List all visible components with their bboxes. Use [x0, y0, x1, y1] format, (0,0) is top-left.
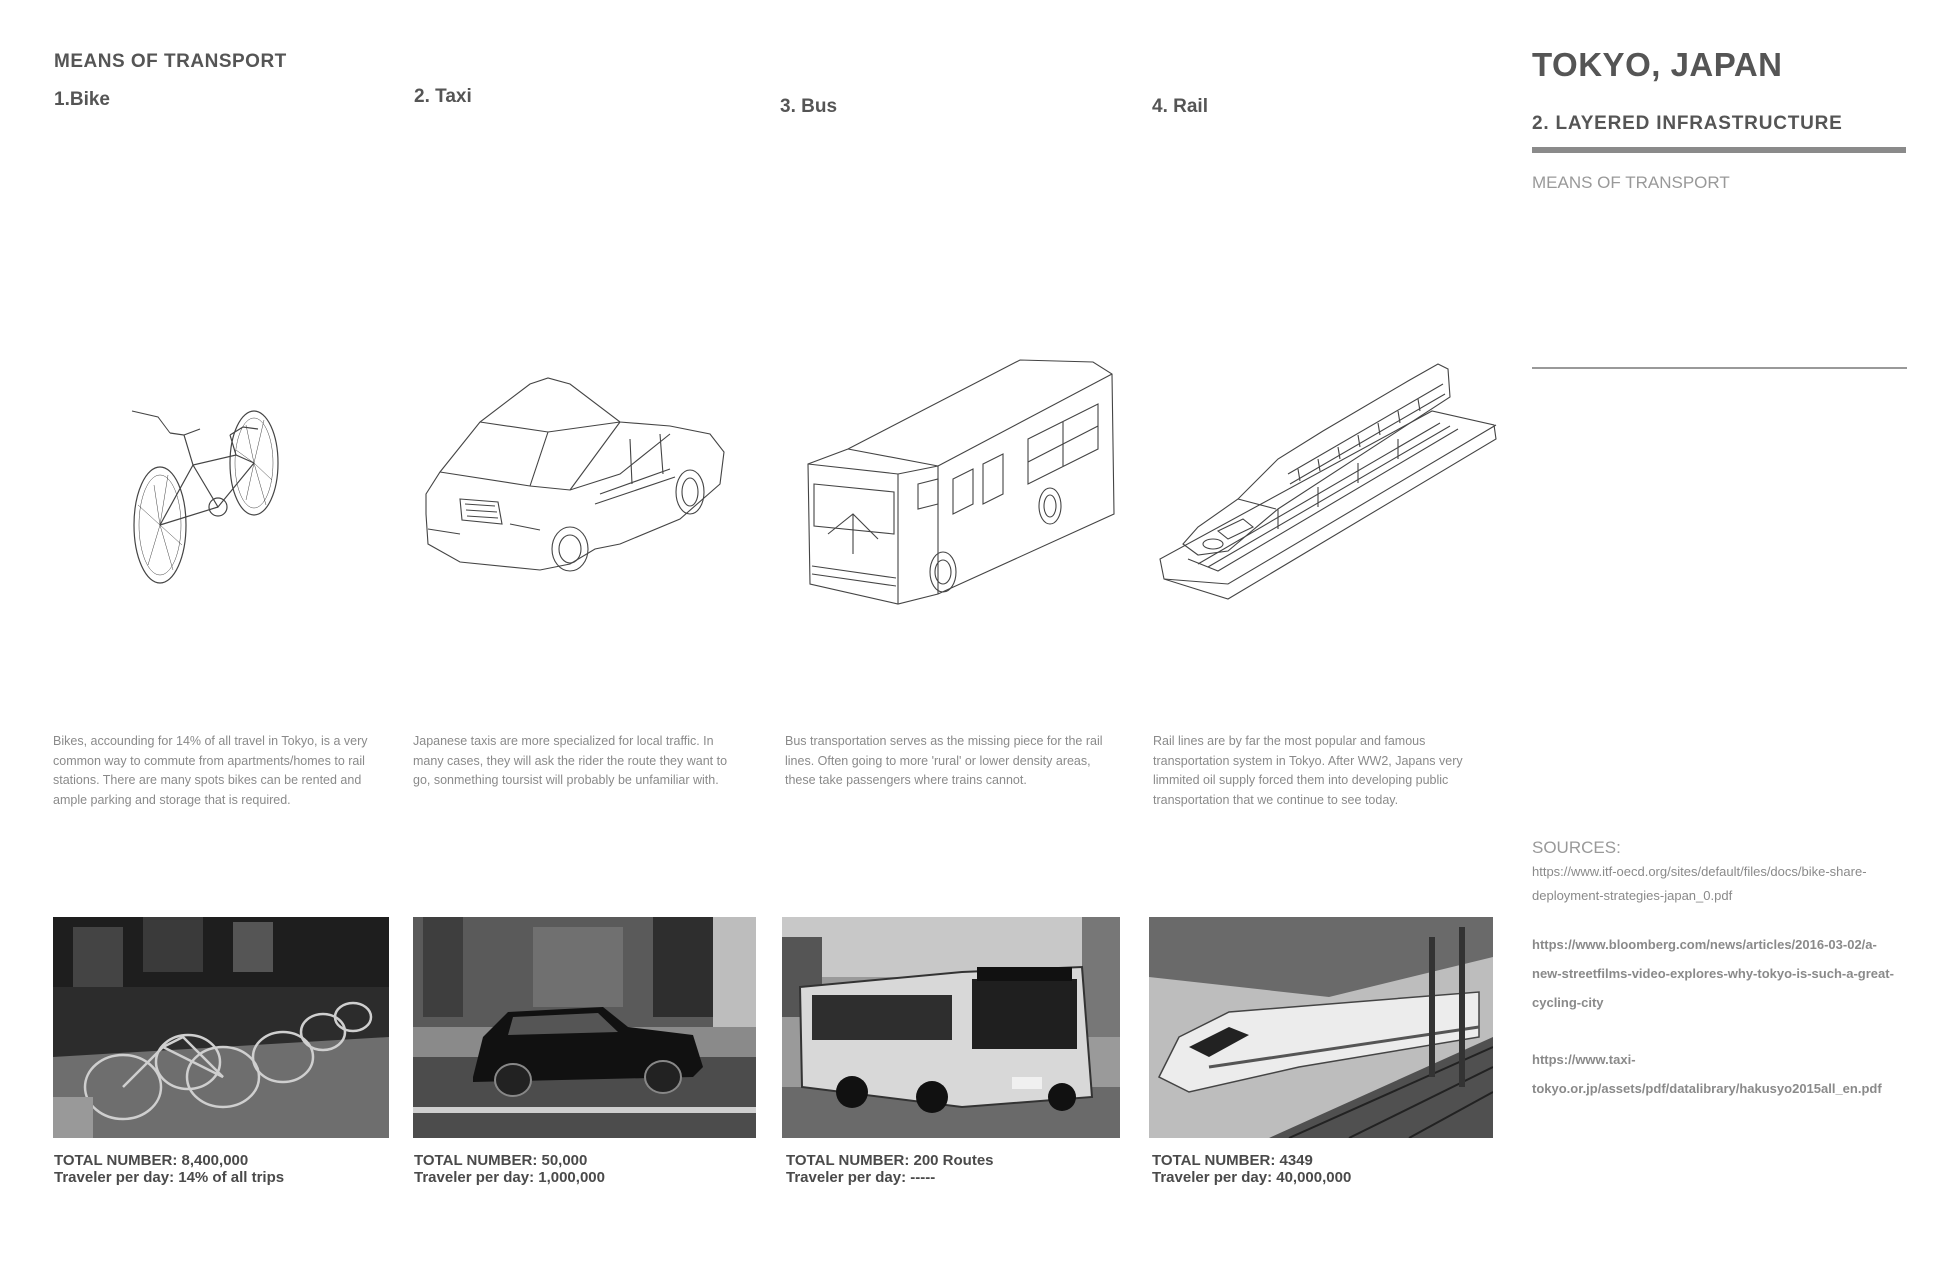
bus-photo — [782, 917, 1120, 1138]
total-number-bus: TOTAL NUMBER: 200 Routes — [786, 1152, 994, 1169]
column-title-bus: 3. Bus — [780, 96, 838, 117]
bus-drawing — [798, 354, 1118, 609]
total-number-bike: TOTAL NUMBER: 8,400,000 — [54, 1152, 249, 1169]
description-rail: Rail lines are by far the most popular and famous transportation system in Tokyo. After WW2, Japans very limmited oil supply forced them into developing public transportation that we continue to see today. — [1153, 734, 1463, 807]
sidebar-subtitle: 2. LAYERED INFRASTRUCTURE — [1532, 113, 1843, 134]
taxi-drawing — [420, 374, 730, 589]
column-title-bike: 1.Bike — [54, 89, 110, 110]
page-heading: MEANS OF TRANSPORT — [54, 51, 287, 72]
bike-photo — [53, 917, 389, 1138]
stats-bus — [786, 1152, 994, 1186]
column-title-rail: 4. Rail — [1152, 96, 1208, 117]
rail-photo — [1149, 917, 1493, 1138]
total-number-taxi: TOTAL NUMBER: 50,000 — [414, 1152, 588, 1169]
sidebar-divider-thick — [1532, 147, 1906, 153]
taxi-photo — [413, 917, 756, 1138]
description-bike: Bikes, accounding for 14% of all travel in Tokyo, is a very common way to commute from apartments/homes to rail stations. There are many spots bikes can be rented and ample parking and storage that is required. — [53, 734, 368, 807]
stats-taxi — [414, 1152, 605, 1186]
traveler-per-day-bike: Traveler per day: 14% of all trips — [54, 1169, 285, 1186]
source-link-3[interactable]: https://www.taxi-tokyo.or.jp/assets/pdf/datalibrary/hakusyo2015all_en.pdf — [1532, 1052, 1882, 1096]
traveler-per-day-bus: Traveler per day: ----- — [786, 1169, 936, 1186]
column-title-taxi: 2. Taxi — [414, 86, 472, 107]
traveler-per-day-rail: Traveler per day: 40,000,000 — [1152, 1169, 1352, 1186]
total-number-rail: TOTAL NUMBER: 4349 — [1152, 1152, 1313, 1169]
description-taxi: Japanese taxis are more specialized for local traffic. In many cases, they will ask the rider the route they want to go, sonmething toursist will probably be unfamiliar with. — [413, 734, 728, 787]
description-bus: Bus transportation serves as the missing piece for the rail lines. Often going to more 'rural' or lower density areas, these take passengers where trains cannot. — [785, 734, 1103, 787]
sidebar-divider-thin — [1532, 367, 1907, 369]
source-link-1[interactable]: https://www.itf-oecd.org/sites/default/files/docs/bike-share-deployment-strategies-japan_0.pdf — [1532, 864, 1867, 903]
sources-label: SOURCES: — [1532, 838, 1621, 857]
traveler-per-day-taxi: Traveler per day: 1,000,000 — [414, 1169, 605, 1186]
sidebar-label: MEANS OF TRANSPORT — [1532, 173, 1730, 192]
bike-drawing — [118, 395, 298, 590]
train-drawing — [1158, 359, 1498, 604]
sidebar-title: TOKYO, JAPAN — [1532, 46, 1783, 83]
stats-bike — [54, 1152, 284, 1186]
source-link-2[interactable]: https://www.bloomberg.com/news/articles/2016-03-02/a-new-streetfilms-video-explores-why-tokyo-is-such-a-great-cycling-city — [1532, 937, 1894, 1010]
stats-rail — [1152, 1152, 1351, 1186]
